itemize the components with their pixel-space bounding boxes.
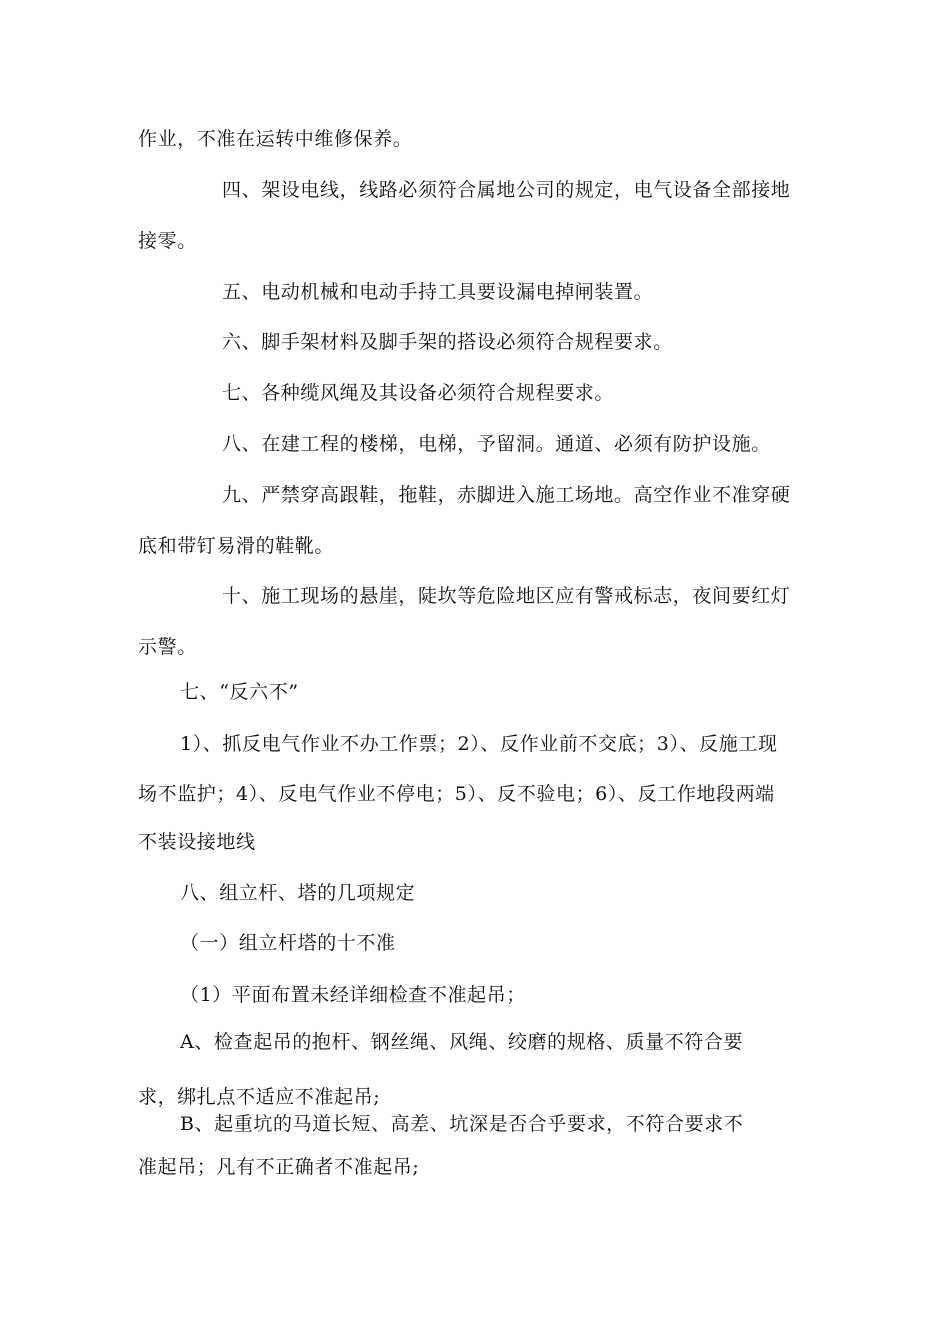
paragraph-line: 七、各种缆风绳及其设备必须符合规程要求。: [222, 382, 615, 404]
paragraph-line: 示警。: [138, 636, 197, 658]
subsection-heading: （一）组立杆塔的十不准: [180, 932, 396, 954]
paragraph-line: 准起吊；凡有不正确者不准起吊;: [138, 1156, 420, 1178]
paragraph-line: 接零。: [138, 230, 197, 252]
paragraph-line: 十、施工现场的悬崖，陡坎等危险地区应有警戒标志，夜间要红灯: [222, 585, 791, 607]
section-heading: 七、“反六不”: [180, 681, 299, 703]
paragraph-line: 五、电动机械和电动手持工具要设漏电掉闸装置。: [222, 281, 654, 303]
section-heading: 八、组立杆、塔的几项规定: [180, 882, 416, 904]
paragraph-line: 不装设接地线: [138, 831, 256, 853]
paragraph-line: 八、在建工程的楼梯，电梯，予留洞。通道、必须有防护设施。: [222, 433, 771, 455]
paragraph-line: A、检查起吊的抱杆、钢丝绳、风绳、绞磨的规格、质量不符合要: [180, 1031, 744, 1053]
paragraph-line: 1）、抓反电气作业不办工作票；2）、反作业前不交底；3）、反施工现: [180, 733, 778, 755]
paragraph-line: 场不监护；4）、反电气作业不停电；5）、反不验电；6）、反工作地段两端: [138, 783, 775, 805]
paragraph-line: 九、严禁穿高跟鞋，拖鞋，赤脚进入施工场地。高空作业不准穿硬: [222, 484, 791, 506]
paragraph-line: 底和带钉易滑的鞋靴。: [138, 535, 335, 557]
paragraph-line: （1）平面布置未经详细检查不准起吊；: [180, 984, 526, 1006]
paragraph-line: 四、架设电线，线路必须符合属地公司的规定，电气设备全部接地: [222, 179, 791, 201]
paragraph-line: 作业，不准在运转中维修保养。: [138, 128, 413, 150]
paragraph-line: 求，绑扎点不适应不准起吊;: [138, 1086, 381, 1108]
paragraph-line: B、起重坑的马道长短、高差、坑深是否合乎要求，不符合要求不: [180, 1113, 744, 1135]
paragraph-line: 六、脚手架材料及脚手架的搭设必须符合规程要求。: [222, 331, 673, 353]
